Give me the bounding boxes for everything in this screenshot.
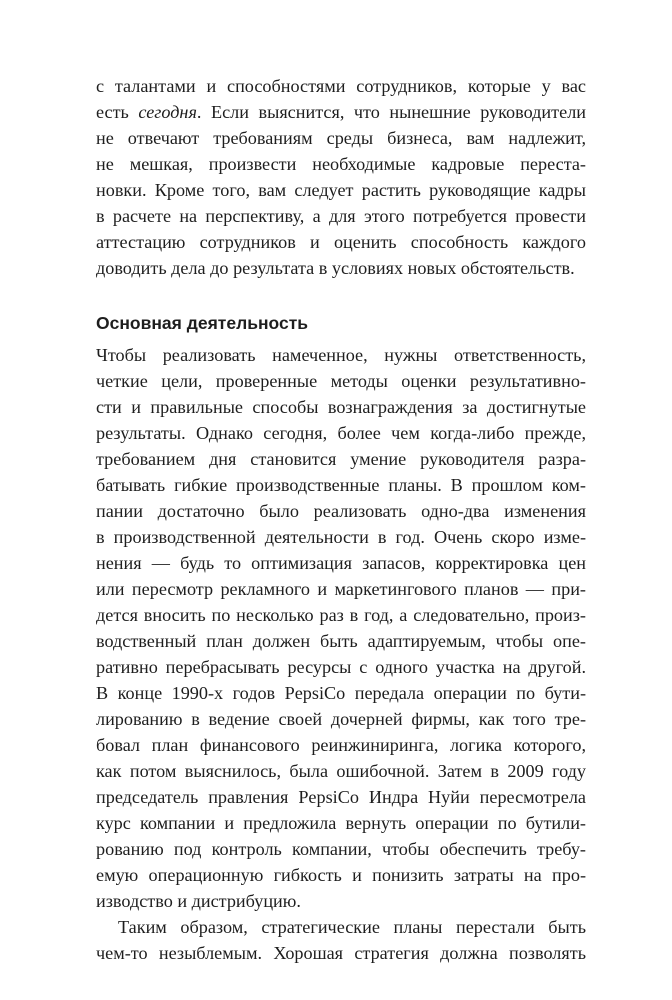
text-line: результаты. Однако сегодня, более чем когда-либо прежде, xyxy=(96,423,586,443)
text-line: рованию под контроль компании, чтобы обеспечить требу- xyxy=(96,839,586,859)
text-line: лированию в ведение своей дочерней фирмы, как того тре- xyxy=(96,709,586,729)
text-line: требованием дня становится умение руководителя разра- xyxy=(96,449,586,469)
text-line: пании достаточно было реализовать одно-два изменения xyxy=(96,501,586,521)
text-line: ративно перебрасывать ресурсы с одного участка на другой. xyxy=(96,657,586,677)
text-line: батывать гибкие производственные планы. В прошлом ком- xyxy=(96,475,586,495)
text-line: с талантами и способностями сотрудников, которые у вас xyxy=(96,76,586,96)
text-line: в расчете на перспективу, а для этого потребуется провести xyxy=(96,206,586,226)
text-line: нения — будь то оптимизация запасов, корректировка цен xyxy=(96,553,586,573)
text-line: новки. Кроме того, вам следует растить руководящие кадры xyxy=(96,180,586,200)
text-line: Таким образом, стратегические планы перестали быть xyxy=(118,917,586,937)
text-line: четкие цели, проверенные методы оценки результативно- xyxy=(96,371,586,391)
section-heading: Основная деятельность xyxy=(96,313,309,333)
text-line: в производственной деятельности в год. Очень скоро изме- xyxy=(96,527,586,547)
text-line: водственный план должен быть адаптируемым, чтобы опе- xyxy=(96,631,586,651)
text-line: дется вносить по несколько раз в год, а следовательно, произ- xyxy=(96,605,586,625)
text-line: сти и правильные способы вознаграждения за достигнутые xyxy=(96,397,586,417)
text-line: доводить дела до результата в условиях новых обстоятельств. xyxy=(96,258,575,278)
text-line: не мешкая, произвести необходимые кадровые переста- xyxy=(96,154,586,174)
text-line: председатель правления PepsiCo Индра Нуйи пересмотрела xyxy=(96,787,586,807)
text-line: есть сегодня. Если выяснится, что нынешние руководители xyxy=(96,102,586,122)
text-line: В конце 1990-х годов PepsiCo передала операции по бути- xyxy=(96,683,586,703)
text-line: курс компании и предложила вернуть операции по бутили- xyxy=(96,813,586,833)
emphasized-word: сегодня xyxy=(138,102,197,122)
text-line: изводство и дистрибуцию. xyxy=(96,891,301,911)
text-line: емую операционную гибкость и понизить затраты на про- xyxy=(96,865,586,885)
text-line: бовал план финансового реинжиниринга, логика которого, xyxy=(96,735,586,755)
text-line: аттестацию сотрудников и оценить способность каждого xyxy=(96,232,586,252)
text-line: как потом выяснилось, была ошибочной. Затем в 2009 году xyxy=(96,761,586,781)
text-line: Чтобы реализовать намеченное, нужны ответственность, xyxy=(96,345,586,365)
text-line: чем-то незыблемым. Хорошая стратегия должна позволять xyxy=(96,943,586,963)
text-line: или пересмотр рекламного и маркетингового планов — при- xyxy=(96,579,586,599)
text-line: не отвечают требованиям среды бизнеса, вам надлежит, xyxy=(96,128,586,148)
